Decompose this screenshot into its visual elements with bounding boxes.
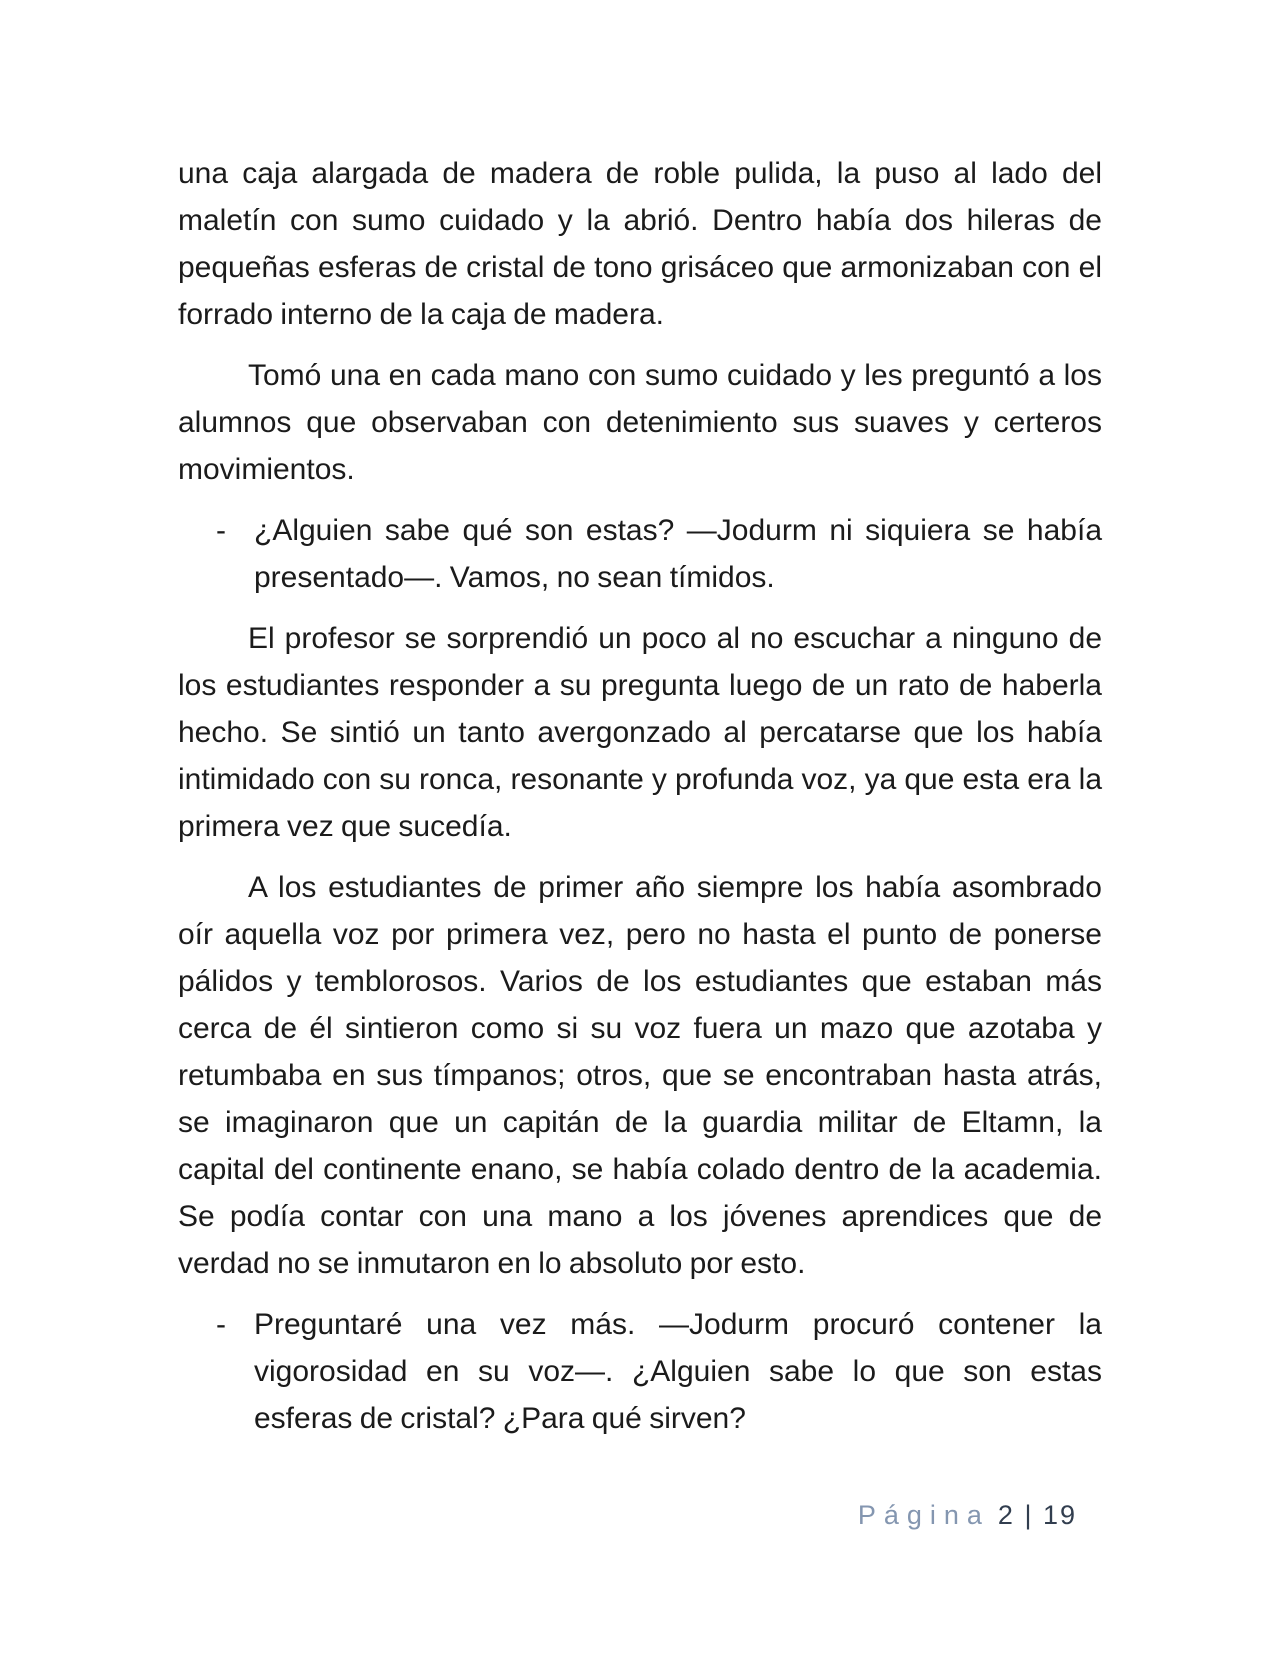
list-item bbox=[178, 1301, 1102, 1442]
footer-page-number: 2 | 19 bbox=[997, 1500, 1077, 1530]
page-footer bbox=[858, 1497, 1077, 1533]
footer-page-label: Página bbox=[857, 1500, 990, 1530]
list-item bbox=[178, 507, 1102, 601]
list-text: Preguntaré una vez más. —Jodurm procuró contener la vigorosidad en su voz—. ¿Alguien sabe lo que son estas esferas de cristal? ¿Para qué sirven? bbox=[254, 1308, 1102, 1435]
paragraph: una caja alargada de madera de roble pulida, la puso al lado del maletín con sumo cuidado y la abrió. Dentro había dos hileras de pequeñas esferas de cristal de tono grisáceo que armonizaban con el forrado interno de la caja de madera. bbox=[178, 157, 1102, 331]
list-marker: - bbox=[216, 1308, 226, 1341]
list-text: ¿Alguien sabe qué son estas? —Jodurm ni siquiera se había presentado—. Vamos, no sean tímidos. bbox=[254, 514, 1102, 594]
paragraph: Tomó una en cada mano con sumo cuidado y les preguntó a los alumnos que observaban con detenimiento sus suaves y certeros movimientos. bbox=[178, 359, 1102, 486]
paragraph: El profesor se sorprendió un poco al no escuchar a ninguno de los estudiantes responder a su pregunta luego de un rato de haberla hecho. Se sintió un tanto avergonzado al percatarse que los había intimidado con su ronca, resonante y profunda voz, ya que esta era la primera vez que sucedía. bbox=[178, 622, 1102, 843]
document-body bbox=[178, 150, 1102, 1456]
paragraph: A los estudiantes de primer año siempre los había asombrado oír aquella voz por primera vez, pero no hasta el punto de ponerse pálidos y temblorosos. Varios de los estudiantes que estaban más cerca de él sintieron como si su voz fuera un mazo que azotaba y retumbaba en sus tímpanos; otros, que se encontraban hasta atrás, se imaginaron que un capitán de la guardia militar de Eltamn, la capital del continente enano, se había colado dentro de la academia. Se podía contar con una mano a los jóvenes aprendices que de verdad no se inmutaron en lo absoluto por esto. bbox=[178, 871, 1102, 1280]
list-marker: - bbox=[216, 514, 226, 547]
